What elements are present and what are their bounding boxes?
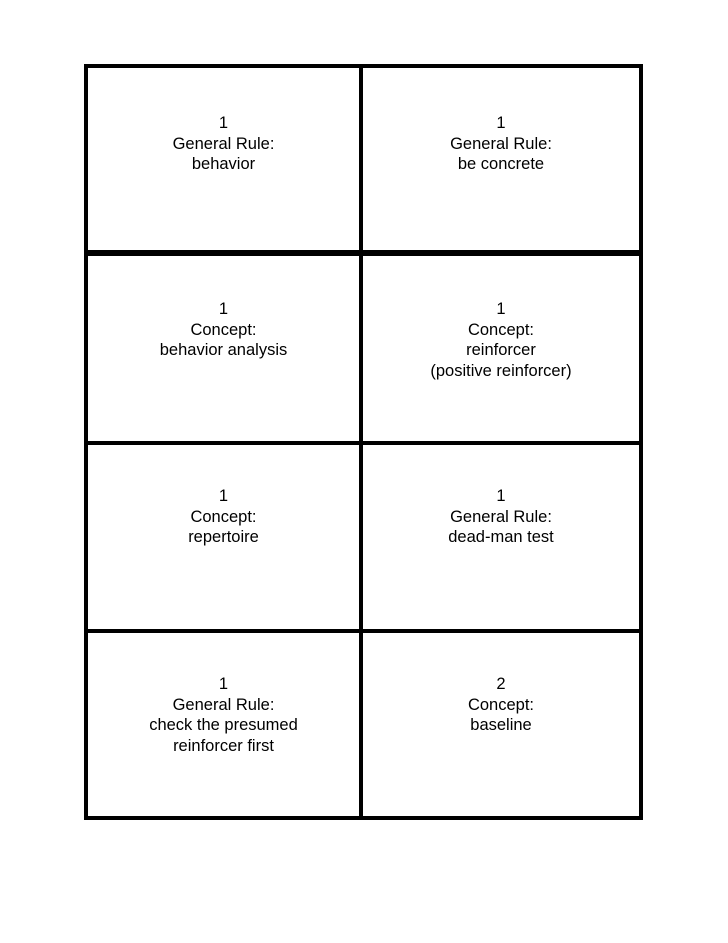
sheet-border-top (84, 64, 643, 68)
card-type: Concept: (467, 695, 535, 714)
card-type: Concept: (190, 507, 257, 526)
card-number: 1 (218, 300, 229, 318)
card-type: General Rule: (450, 134, 552, 153)
card-term: be concrete (457, 155, 545, 173)
card-number: 1 (496, 300, 506, 318)
flashcard (363, 299, 639, 381)
card-term: behavior (191, 155, 256, 173)
flashcard (88, 674, 359, 756)
card-term: check the presumed (149, 716, 298, 734)
card-term: reinforcer (466, 341, 536, 359)
card-number: 2 (496, 675, 506, 693)
card-number: 1 (218, 114, 229, 132)
row-divider-3 (84, 629, 643, 633)
card-term-alias: (positive reinforcer) (430, 361, 572, 380)
card-term: baseline (470, 716, 532, 734)
flashcard (363, 113, 639, 175)
card-number: 1 (218, 675, 229, 693)
card-number: 1 (496, 114, 506, 132)
card-number: 1 (496, 487, 506, 505)
flashcard (88, 486, 359, 548)
row-divider-1 (84, 250, 643, 256)
card-term: repertoire (188, 528, 259, 546)
sheet-border-bottom (84, 816, 643, 820)
flashcard (363, 486, 639, 548)
card-type: General Rule: (450, 507, 552, 526)
card-type: Concept: (467, 320, 535, 339)
card-type: General Rule: (172, 695, 275, 714)
flashcard (88, 299, 359, 361)
card-type: Concept: (190, 320, 257, 339)
card-type: General Rule: (172, 134, 275, 153)
card-term-continued: reinforcer first (173, 736, 274, 755)
flashcard (88, 113, 359, 175)
flashcard (363, 674, 639, 736)
card-term: dead-man test (448, 528, 554, 546)
row-divider-2 (84, 441, 643, 445)
card-term: behavior analysis (159, 341, 288, 359)
card-number: 1 (218, 487, 229, 505)
